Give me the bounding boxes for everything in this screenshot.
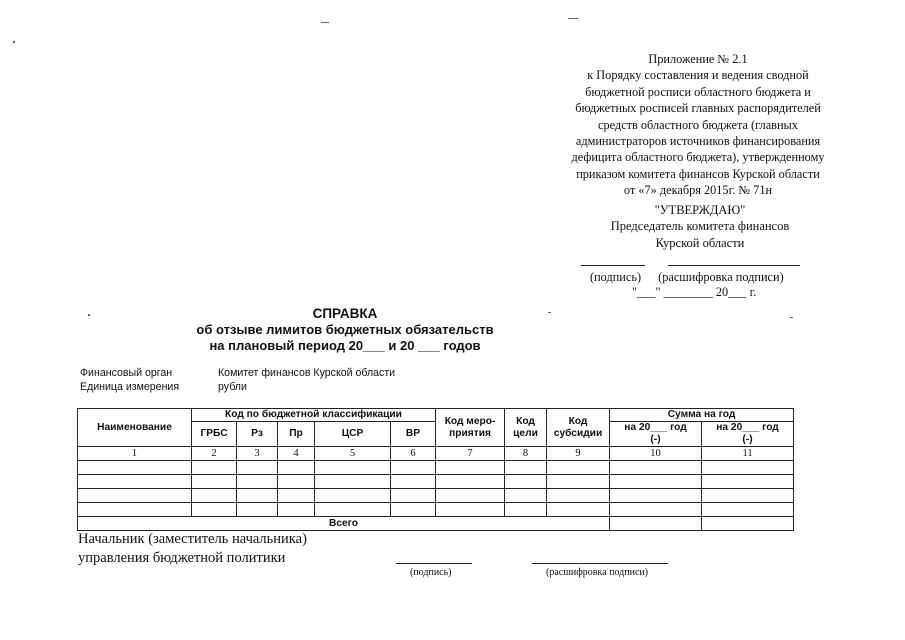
chief-title-line1: Начальник (заместитель начальника) xyxy=(78,531,307,547)
scan-speck xyxy=(548,312,551,313)
col-header-name: Наименование xyxy=(78,409,192,447)
table-cell xyxy=(78,489,192,503)
table-cell xyxy=(78,475,192,489)
column-number: 10 xyxy=(610,447,702,461)
chief-signature-line xyxy=(396,563,472,564)
appendix-line: приказом комитета финансов Курской области xyxy=(576,166,820,181)
fin-organ-value: Комитет финансов Курской области xyxy=(218,367,396,379)
column-number: 1 xyxy=(78,447,192,461)
col-header-goal-code-l2: цели xyxy=(513,427,538,439)
table-cell xyxy=(315,475,391,489)
col-header-subsidy-code-l1: Код xyxy=(568,415,588,427)
col-group-sum-per-year: Сумма на год xyxy=(610,409,794,422)
column-number: 7 xyxy=(436,447,505,461)
appendix-line: Приложение № 2.1 xyxy=(648,52,748,66)
table-cell xyxy=(505,503,547,517)
chief-signature-caption: (подпись) xyxy=(410,567,452,578)
table-row xyxy=(78,475,794,489)
table-cell xyxy=(547,489,610,503)
col-header-rz: Рз xyxy=(237,422,278,447)
table-cell xyxy=(391,461,436,475)
document-title-main: СПРАВКА xyxy=(312,306,378,321)
col-header-event-code-l1: Код меро- xyxy=(444,415,496,427)
appendix-line: бюджетных росписей главных распорядителей xyxy=(575,101,821,116)
total-label: Всего xyxy=(78,517,610,531)
col-header-year2-l2: (-) xyxy=(742,434,753,445)
table-cell xyxy=(315,489,391,503)
col-header-event-code xyxy=(436,409,505,447)
scan-speck xyxy=(88,314,90,316)
chief-signature-block xyxy=(78,530,307,568)
total-year1-cell xyxy=(610,517,702,531)
table-cell xyxy=(702,475,794,489)
chief-title-line2: управления бюджетной политики xyxy=(78,550,286,566)
table-cell xyxy=(610,461,702,475)
table-cell xyxy=(192,489,237,503)
approval-date-line: "___" ________ 20___ г. xyxy=(632,285,757,299)
col-group-budget-classification: Код по бюджетной классификации xyxy=(192,409,436,422)
col-header-grbs: ГРБС xyxy=(192,422,237,447)
approval-decoding-caption: (расшифровка подписи) xyxy=(658,270,784,284)
approval-position: Председатель комитета финансов xyxy=(610,219,790,234)
column-number: 9 xyxy=(547,447,610,461)
table-cell xyxy=(505,475,547,489)
document-title-line: об отзыве лимитов бюджетных обязательств xyxy=(196,322,494,337)
limits-table xyxy=(77,408,794,531)
col-header-vr: ВР xyxy=(391,422,436,447)
appendix-line: средств областного бюджета (главных xyxy=(598,117,798,132)
column-number: 4 xyxy=(278,447,315,461)
table-row xyxy=(78,489,794,503)
col-header-goal-code xyxy=(505,409,547,447)
appendix-line: администраторов источников финансирования xyxy=(575,134,821,149)
unit-value: рубли xyxy=(218,381,247,393)
approval-position: Курской области xyxy=(655,235,745,250)
table-cell xyxy=(610,489,702,503)
chief-decoding-line xyxy=(532,563,668,564)
table-cell xyxy=(436,461,505,475)
column-number: 11 xyxy=(702,447,794,461)
col-header-pr: Пр xyxy=(278,422,315,447)
approval-signature-line xyxy=(581,265,645,266)
table-cell xyxy=(505,461,547,475)
col-header-year1-l2: (-) xyxy=(650,434,661,445)
table-cell xyxy=(278,461,315,475)
approval-heading: "УТВЕРЖДАЮ" xyxy=(654,203,746,217)
table-cell xyxy=(436,475,505,489)
table-cell xyxy=(505,489,547,503)
table-cell xyxy=(192,475,237,489)
approval-decoding-line xyxy=(668,265,800,266)
approval-signature-captions xyxy=(590,270,820,285)
table-row xyxy=(78,503,794,517)
appendix-line: дефицита областного бюджета), утвержденному xyxy=(571,150,825,165)
column-number: 2 xyxy=(192,447,237,461)
col-header-year1 xyxy=(610,422,702,447)
table-cell xyxy=(192,503,237,517)
col-header-year2 xyxy=(702,422,794,447)
table-cell xyxy=(436,503,505,517)
table-cell xyxy=(547,475,610,489)
table-cell xyxy=(278,489,315,503)
total-row xyxy=(78,517,794,531)
table-cell xyxy=(237,475,278,489)
table-cell xyxy=(547,503,610,517)
document-title xyxy=(180,306,510,354)
column-number: 3 xyxy=(237,447,278,461)
col-header-year1-l1: на 20___ год xyxy=(624,422,687,433)
table-cell xyxy=(237,503,278,517)
column-number: 8 xyxy=(505,447,547,461)
approval-signature-caption: (подпись) xyxy=(590,270,642,284)
unit-label: Единица измерения xyxy=(80,381,180,393)
col-header-year2-l1: на 20___ год xyxy=(716,422,779,433)
table-cell xyxy=(436,489,505,503)
col-header-csr: ЦСР xyxy=(315,422,391,447)
table-row xyxy=(78,461,794,475)
column-number: 6 xyxy=(391,447,436,461)
appendix-line: бюджетной росписи областного бюджета и xyxy=(585,84,811,99)
table-cell xyxy=(237,489,278,503)
scan-speck xyxy=(13,41,15,43)
fin-organ-label: Финансовый орган xyxy=(80,367,173,379)
table-cell xyxy=(315,503,391,517)
col-header-goal-code-l1: Код xyxy=(516,415,535,427)
table-cell xyxy=(78,461,192,475)
appendix-line: к Порядку составления и ведения сводной xyxy=(587,68,809,83)
table-cell xyxy=(278,503,315,517)
table-cell xyxy=(391,503,436,517)
table-cell xyxy=(610,503,702,517)
table-cell xyxy=(702,489,794,503)
table-cell xyxy=(315,461,391,475)
chief-decoding-caption: (расшифровка подписи) xyxy=(546,567,649,578)
table-cell xyxy=(702,461,794,475)
table-cell xyxy=(547,461,610,475)
table-cell xyxy=(278,475,315,489)
col-header-subsidy-code xyxy=(547,409,610,447)
total-year2-cell xyxy=(702,517,794,531)
table-cell xyxy=(237,461,278,475)
table-cell xyxy=(702,503,794,517)
col-header-subsidy-code-l2: субсидии xyxy=(553,427,603,439)
col-header-event-code-l2: приятия xyxy=(449,427,491,439)
appendix-block xyxy=(548,51,848,199)
table-cell xyxy=(391,475,436,489)
scan-speck xyxy=(321,22,329,23)
column-numbers-row xyxy=(78,447,794,461)
document-title-line: на плановый период 20___ и 20 ___ годов xyxy=(209,338,481,353)
table-cell xyxy=(78,503,192,517)
scan-speck xyxy=(568,18,578,19)
scan-speck xyxy=(790,317,793,318)
column-number: 5 xyxy=(315,447,391,461)
table-cell xyxy=(192,461,237,475)
table-cell xyxy=(610,475,702,489)
appendix-line: от «7» декабря 2015г. № 71н xyxy=(623,183,773,198)
table-cell xyxy=(391,489,436,503)
approval-block xyxy=(590,202,810,251)
